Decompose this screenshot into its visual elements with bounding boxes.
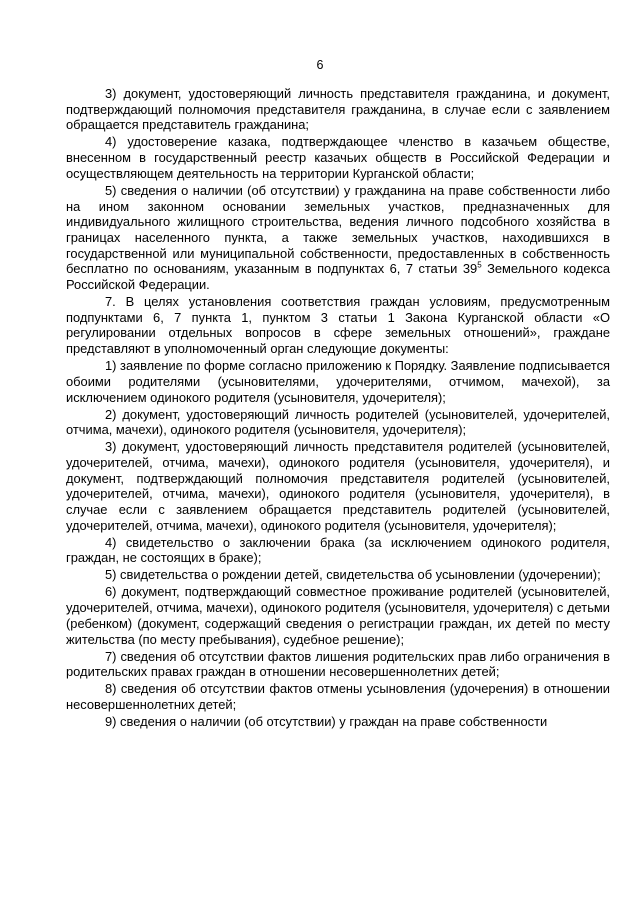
article-superscript: 5 xyxy=(477,261,482,271)
paragraph-subitem-1-application: 1) заявление по форме согласно приложению к Порядку. Заявление подписывается обоими родителями (усыновителями, удочерителями, отчимом, мачехой), за исключением одинокого родителя (усыновителя, удочерителя); xyxy=(66,358,610,405)
paragraph-item-5-text-after: Земельного кодекса Российской Федерации. xyxy=(66,261,610,293)
paragraph-subitem-5-birth-certificates: 5) свидетельства о рождении детей, свидетельства об усыновлении (удочерении); xyxy=(105,567,601,583)
paragraph-subitem-7-parental-rights: 7) сведения об отсутствии фактов лишения родительских прав либо ограничения в родительских правах граждан в отношении несовершеннолетних детей; xyxy=(66,648,610,680)
paragraph-subitem-6-cohabitation: 6) документ, подтверждающий совместное проживание родителей (усыновителей, удочерителей, отчима, мачехи), одинокого родителя (усыновителя, удочерителя) с детьми (ребенком) (документ, содержащий сведения о регистрации граждан, их детей по месту жительства (по месту пребывания), судебное решение); xyxy=(66,584,610,647)
paragraph-subitem-2-parents-id: 2) документ, удостоверяющий личность родителей (усыновителей, удочерителей, отчима, мачехи), одинокого родителя (усыновителя, удочерителя); xyxy=(66,406,610,438)
paragraph-item-4-cossack-certificate: 4) удостоверение казака, подтверждающее членство в казачьем обществе, внесенном в государственный реестр казачьих обществ в Российской Федерации и осуществляющем деятельность на территории Курганской области; xyxy=(66,134,610,181)
paragraph-subitem-3-representative: 3) документ, удостоверяющий личность представителя родителей (усыновителей, удочерителей, отчима, мачехи), одинокого родителя (усыновителя, удочерителя), и документ, подтверждающий полномочия представителя родителей (усыновителей, удочерителей, отчима, мачехи), одинокого родителя (усыновителя, удочерителя), в случае если с заявлением обращается представитель родителей (усыновителей, удочерителей, отчима, мачехи), одинокого родителя (усыновителя, удочерителя); xyxy=(66,439,610,533)
paragraph-subitem-9-property: 9) сведения о наличии (об отсутствии) у граждан на праве собственности xyxy=(105,713,548,729)
paragraph-item-5-text-before: 5) сведения о наличии (об отсутствии) у гражданина на праве собственности либо на ином законном основании земельных участков, предназначенных для индивидуального жилищного строительства, ведения личного подсобного хозяйства в границах населенного пункта, а также земельных участков, находившихся в государственной или муниципальной собственности, предоставленных в собственность бесплатно по основаниям, указанным в подпунктах 6, 7 статьи 39 xyxy=(66,182,610,277)
paragraph-item-3-representative-id: 3) документ, удостоверяющий личность представителя гражданина, и документ, подтверждающий полномочия представителя гражданина, в случае если с заявлением обращается представитель гражданина; xyxy=(66,86,610,133)
paragraph-item-5-land-info xyxy=(66,183,610,293)
paragraph-clause-7: 7. В целях установления соответствия граждан условиям, предусмотренным подпунктами 6, 7 пункта 1, пунктом 3 статьи 1 Закона Курганской области «О регулировании отдельных вопросов в сфере земельных отношений», граждане представляют в уполномоченный орган следующие документы: xyxy=(66,294,610,357)
page-number: 6 xyxy=(316,58,324,72)
paragraph-subitem-8-adoption: 8) сведения об отсутствии фактов отмены усыновления (удочерения) в отношении несовершеннолетних детей; xyxy=(66,681,610,712)
document-body xyxy=(66,86,610,731)
paragraph-subitem-4-marriage-certificate: 4) свидетельство о заключении брака (за исключением одинокого родителя, граждан, не состоящих в браке); xyxy=(66,534,610,566)
